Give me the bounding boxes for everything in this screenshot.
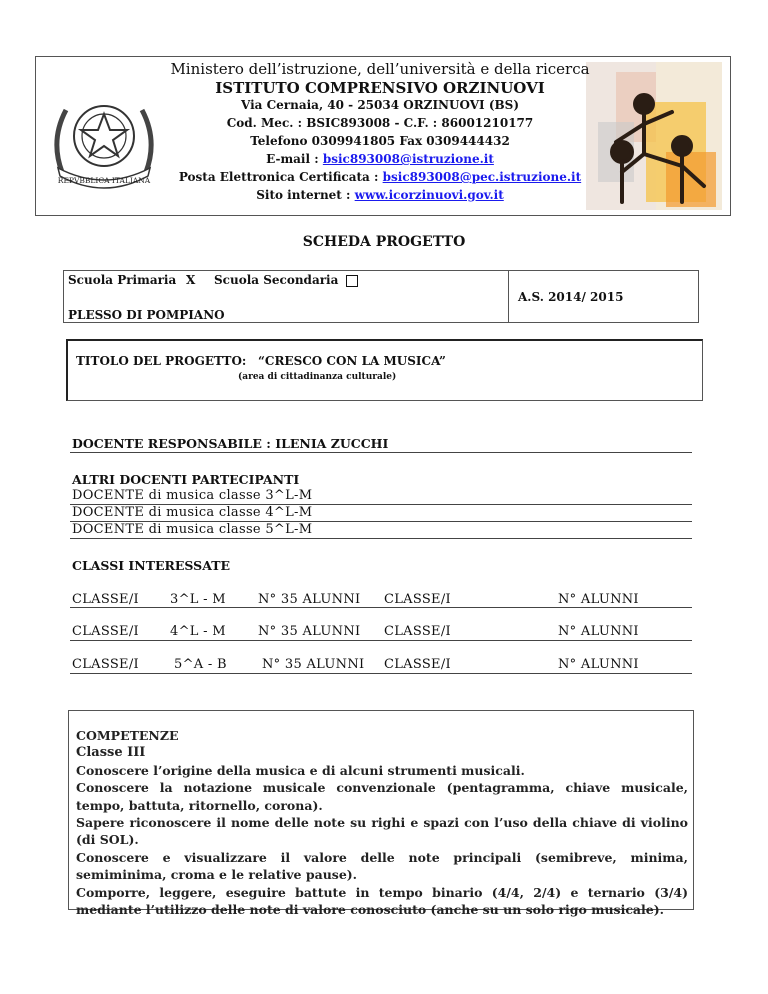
altro-docente: DOCENTE di musica classe 5^L-M (72, 522, 313, 537)
email-link[interactable]: bsic893008@istruzione.it (322, 152, 494, 166)
competenza-item: Conoscere l’origine della musica e di alcuni strumenti musicali. (76, 762, 525, 778)
school-name: ISTITUTO COMPRENSIVO ORZINUOVI (215, 79, 545, 97)
divider (70, 452, 692, 453)
project-title-value: “CRESCO CON LA MUSICA” (258, 354, 446, 368)
scuola-secondaria-checkbox[interactable] (346, 275, 358, 287)
project-area: (area di cittadinanza culturale) (238, 372, 397, 382)
plesso: PLESSO DI POMPIANO (68, 308, 225, 322)
altri-docenti-label: ALTRI DOCENTI PARTECIPANTI (72, 472, 300, 487)
website-link[interactable]: www.icorzinuovi.gov.it (354, 188, 504, 202)
divider (70, 673, 692, 674)
competenze-label: COMPETENZE (76, 728, 179, 743)
classe-cell: CLASSE/I (384, 657, 451, 672)
anno-scolastico: A.S. 2014/ 2015 (518, 290, 624, 304)
ministry-line: Ministero dell’istruzione, dell’università e della ricerca (170, 60, 590, 78)
altro-docente: DOCENTE di musica classe 3^L-M (72, 488, 313, 503)
classe-alunni: N° ALUNNI (558, 592, 639, 607)
email-line (160, 152, 600, 166)
classe-cell: CLASSE/I (384, 592, 451, 607)
competenze-classe: Classe III (76, 745, 146, 761)
competenze-content (76, 727, 688, 918)
form-title: SCHEDA PROGETTO (302, 234, 466, 250)
divider (70, 538, 692, 539)
project-title-label: TITOLO DEL PROGETTO: (76, 354, 247, 368)
school-address: Via Cernaia, 40 - 25034 ORZINUOVI (BS) (240, 98, 519, 112)
scuola-primaria-mark[interactable]: X (186, 273, 196, 287)
classe-alunni: N° ALUNNI (558, 624, 639, 639)
school-phone: Telefono 0309941805 Fax 0309444432 (250, 134, 510, 148)
classe-cell: CLASSE/I (384, 624, 451, 639)
italian-republic-emblem (44, 80, 164, 198)
classe-alunni: N° ALUNNI (558, 657, 639, 672)
website-label: Sito internet : (256, 188, 355, 202)
classe-sezione: 4^L - M (170, 624, 226, 639)
classe-cell: CLASSE/I (72, 624, 139, 639)
scuola-primaria-label: Scuola Primaria (68, 273, 177, 287)
project-title-box (66, 339, 703, 401)
scuola-secondaria-label: Scuola Secondaria (214, 273, 339, 287)
classi-label: CLASSI INTERESSATE (72, 558, 231, 573)
competenza-item: Sapere riconoscere il nome delle note su righi e spazi con l’uso della chiave di violino (di SOL). (76, 815, 688, 848)
competenza-item: Conoscere la notazione musicale convenzionale (pentagramma, chiave musicale, tempo, battuta, ritornello, corona). (76, 780, 688, 813)
website-line (160, 188, 600, 202)
school-box-divider (508, 270, 509, 323)
email-label: E-mail : (266, 152, 323, 166)
pec-label: Posta Elettronica Certificata : (178, 170, 383, 184)
school-codes: Cod. Mec. : BSIC893008 - C.F. : 86001210177 (226, 116, 534, 130)
classe-alunni: N° 35 ALUNNI (258, 592, 361, 607)
divider (70, 640, 692, 641)
classe-alunni: N° 35 ALUNNI (258, 624, 361, 639)
svg-text:REPVBBLICA ITALIANA: REPVBBLICA ITALIANA (57, 176, 151, 185)
docente-responsabile: DOCENTE RESPONSABILE : ILENIA ZUCCHI (72, 436, 389, 451)
school-logo (586, 62, 722, 210)
competenza-item: Conoscere e visualizzare il valore delle note principali (semibreve, minima, semiminima, croma e le relative pause). (76, 849, 688, 883)
altro-docente: DOCENTE di musica classe 4^L-M (72, 505, 313, 520)
pec-line (160, 170, 600, 184)
competenza-item: Comporre, leggere, eseguire battute in tempo binario (4/4, 2/4) e ternario (3/4) mediante l’utilizzo delle note di valore conosciuto (anche su un solo rigo musicale). (76, 884, 688, 918)
classe-sezione: 3^L - M (170, 592, 226, 607)
classe-cell: CLASSE/I (72, 592, 139, 607)
classe-sezione: 5^A - B (174, 657, 227, 672)
classe-cell: CLASSE/I (72, 657, 139, 672)
divider (70, 607, 692, 608)
classe-alunni: N° 35 ALUNNI (262, 657, 365, 672)
pec-link[interactable]: bsic893008@pec.istruzione.it (382, 170, 582, 184)
